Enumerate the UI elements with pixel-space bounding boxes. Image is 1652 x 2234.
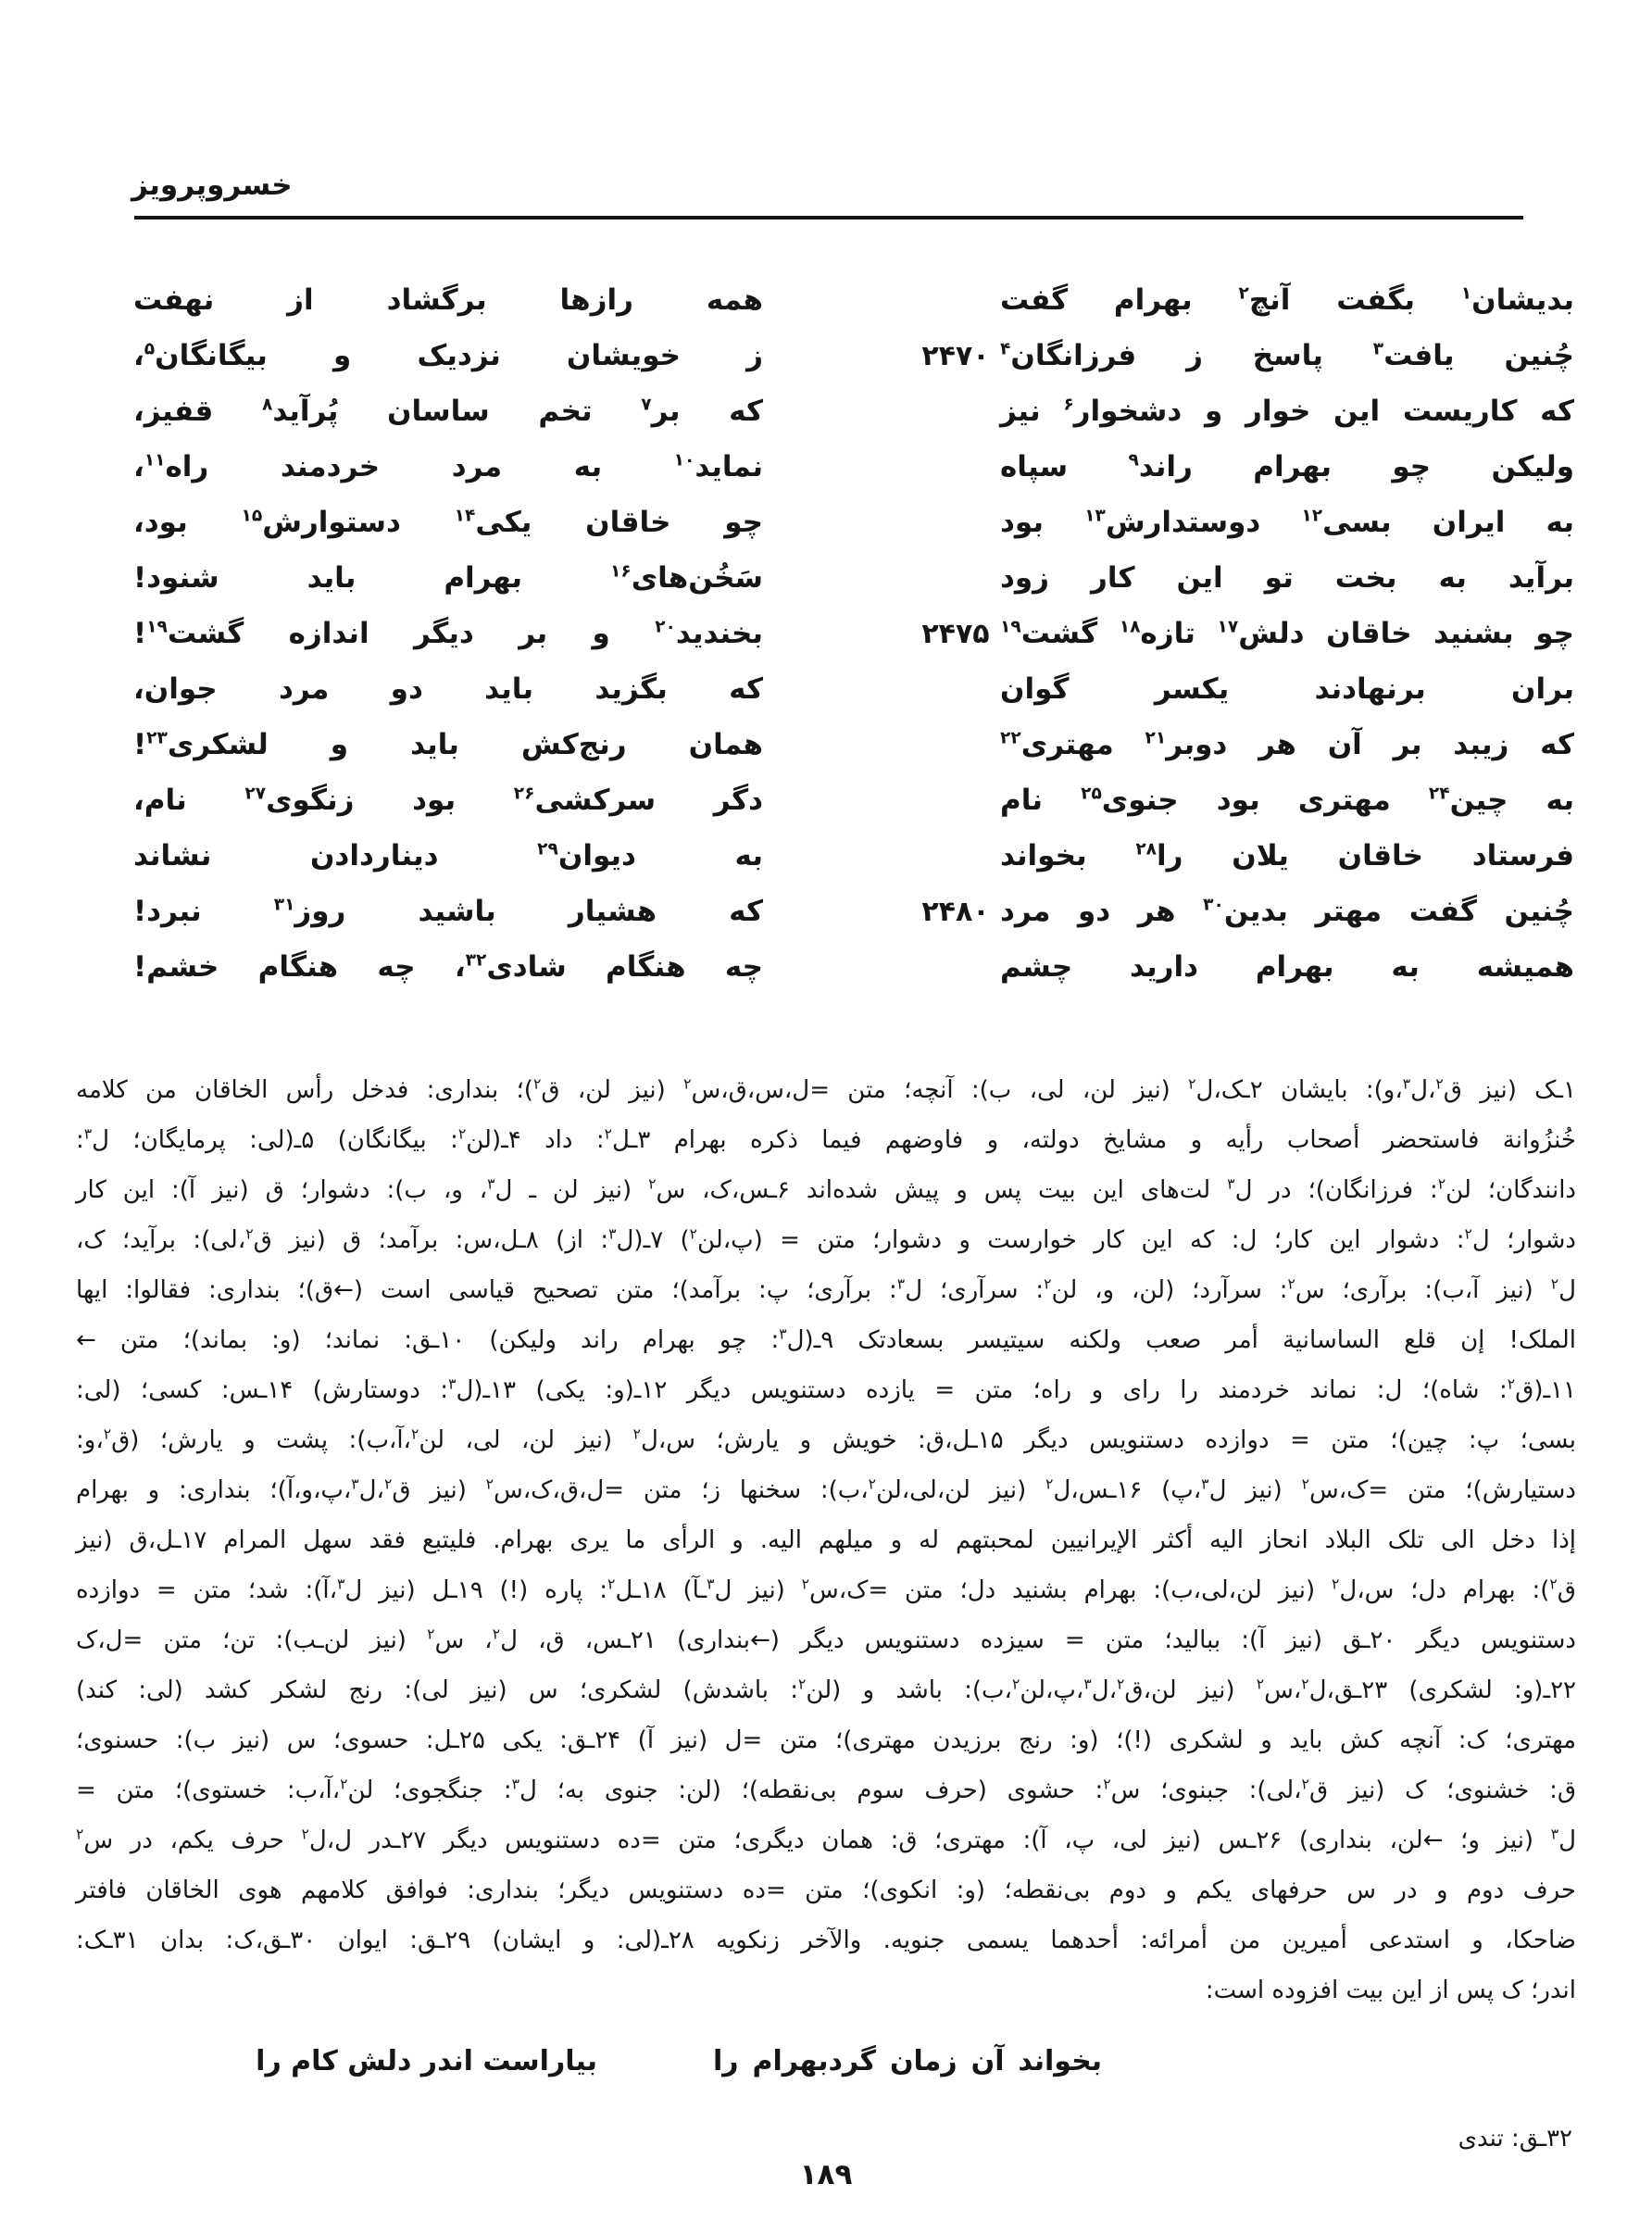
page-number: ۱۸۹ bbox=[799, 2158, 853, 2191]
apparatus-line: ۲۲ـ(و: لشکری) ۲۳ـق،ل$^۲$،س$^۲$ (نیز لن،ق$^۲$،ل$^۳$،پ،لن$^۲$،ب): باشد و (لن$^۲$: باشدش) لشکری؛ س (نیز لی): رنج لشکر کشد (لی: کند) bbox=[76, 1676, 1577, 1704]
hemistich-second: که بگزید باید دو مرد جوان، bbox=[133, 672, 763, 706]
hemistich-first: چو بشنید خاقان دلش$^{۱۷}$ تازه$^{۱۸}$ گشت$^{۱۹}$ bbox=[1000, 617, 1574, 650]
apparatus-final-note: ۳۲ـق: تندی bbox=[1458, 2125, 1572, 2152]
apparatus-line: اندر؛ ک پس از این بیت افزوده است: bbox=[1205, 1977, 1576, 2004]
hemistich-first: که زیبد بر آن هر دوبر$^{۲۱}$ مهتری$^{۲۲}$ bbox=[1000, 728, 1574, 761]
header-rule bbox=[134, 216, 1523, 220]
apparatus-line: دشوار؛ ل$^۲$: دشوار این کار؛ ل: که این کار خوارست و دشوار؛ متن = (پ،لن$^۲$) ۷ـ(ل$^۳$: از) ۸ـل،س: برآمد؛ ق (نیز ق$^۲$،لی): برآید؛ ک، bbox=[76, 1225, 1576, 1254]
hemistich-first: به ایران بسی$^{۱۲}$ دوستدارش$^{۱۳}$ بود bbox=[1000, 506, 1574, 539]
running-header-title: خسروپرویز bbox=[131, 169, 293, 202]
poem-verse-row bbox=[133, 383, 1574, 439]
poem-verse-row bbox=[133, 828, 1574, 884]
hemistich-first: همیشه به بهرام دارید چشم bbox=[1000, 950, 1574, 984]
verse-number: ۲۴۸۰ bbox=[921, 895, 990, 928]
apparatus-line: دستنویس دیگر ۲۰ـق (نیز آ): ببالید؛ متن = سیزده دستنویس دیگر (←بنداری) ۲۱ـس، ق، ل$^۲$، س$^۲$ (نیز لن‌ـب): تن؛ متن =ل،ک bbox=[76, 1625, 1576, 1654]
hemistich-second: همه رازها برگشاد از نهفت bbox=[133, 283, 763, 317]
poem-verse-row bbox=[133, 439, 1574, 495]
poem-verse-row bbox=[133, 606, 1574, 661]
hemistich-second: چو خاقان یکی$^{۱۴}$ دستوارش$^{۱۵}$ بود، bbox=[133, 506, 763, 539]
apparatus-line: الملک! إن قلع الساسانیة أمر صعب ولکنه سیتیسر بسعادتک ۹ـ(ل$^۳$: چو بهرام راند ولیکن) ۱۰ـق: نماند؛ (و: بماند)؛ متن ← bbox=[76, 1325, 1577, 1354]
poem-section bbox=[133, 272, 1574, 995]
hemistich-second: ز خویشان نزدیک و بیگانگان$^۵$، bbox=[133, 339, 763, 372]
hemistich-second: که هشیار باشید روز$^{۳۱}$ نبرد! bbox=[133, 895, 763, 928]
apparatus-line: بسی؛ پ: چین)؛ متن = دوازده دستنویس دیگر ۱۵ـل،ق: خویش و یارش؛ س،ل$^۲$ (نیز لن، لی، لن$^۲$،آ،ب): پشت و یارش؛ (ق$^۲$،و: bbox=[76, 1425, 1576, 1454]
apparatus-line: ۱۱ـ(ق$^۲$: شاه)؛ ل: نماند خردمند را رای و راه؛ متن = یازده دستنویس دیگر ۱۲ـ(و: یکی) ۱۳ـ(ل$^۳$: دوستارش) ۱۴ـس: کسی؛ (لی: bbox=[76, 1375, 1577, 1404]
hemistich-first: چُنین یافت$^۳$ پاسخ ز فرزانگان$^۴$ bbox=[1000, 339, 1574, 372]
hemistich-first: چُنین گفت مهتر بدین$^{۳۰}$ هر دو مرد bbox=[1000, 895, 1574, 928]
apparatus-line: ق: خشنوی؛ ک (نیز ق$^۲$،لی): جبنوی؛ س$^۲$: حشوی (حرف سوم بی‌نقطه)؛ (لن: جنوی به؛ ل$^۳$: جنگجوی؛ لن$^۲$،آ،ب: خستوی)؛ متن = bbox=[76, 1776, 1577, 1804]
apparatus-line: دستیارش)؛ متن =ک،س$^۲$ (نیز ل$^۳$،پ) ۱۶ـس،ل$^۲$ (نیز لن،لی،لن$^۲$،ب): سخنها ز؛ متن =ل،ق،ک،س$^۲$ (نیز ق$^۲$،ل$^۳$،پ،و،آ)؛ بنداری: و بهرام bbox=[76, 1475, 1576, 1504]
poem-verse-row bbox=[133, 661, 1574, 717]
critical-apparatus bbox=[76, 1065, 1576, 2015]
hemistich-second: بخندید$^{۲۰}$ و بر دیگر اندازه گشت$^{۱۹}$! bbox=[133, 617, 763, 650]
apparatus-line: مهتری؛ ک: آنچه کش باید و لشکری (!)؛ (و: رنج برزیدن مهتری)؛ متن =ل (نیز آ) ۲۴ـق: یکی ۲۵ـل: حسوی؛ س (نیز ب): حسنوی؛ bbox=[76, 1726, 1576, 1754]
apparatus-line: ل$^۲$ (نیز آ،ب): برآری؛ س$^۲$: سرآرد؛ (لن، و، لن$^۲$: سرآری؛ ل$^۳$: برآری؛ پ: برآمد)؛ متن تصحیح قیاسی است (←ق)؛ بنداری: فقالوا: ایها bbox=[76, 1275, 1576, 1304]
hemistich-first: فرستاد خاقان یلان را$^{۲۸}$ بخواند bbox=[1000, 839, 1574, 872]
apparatus-line: ضاحکا، و استدعی أمیرین من أمرائه: أحدهما یسمی جنویه. والآخر زنکویه ۲۸ـ(لی: و ایشان) ۲۹ـق: ایوان ۳۰ـق،ک: بدان ۳۱ـک: bbox=[76, 1927, 1576, 1954]
hemistich-first: بدیشان$^۱$ بگفت آنچ$^۲$ بهرام گفت bbox=[1000, 283, 1574, 317]
added-verse-row bbox=[256, 2045, 1102, 2077]
apparatus-line: دانندگان؛ لن$^۲$: فرزانگان)؛ در ل$^۳$ لت‌های این بیت پس و پیش شده‌اند ۶ـس،ک، س$^۲$ (نیز لن ـ ل$^۳$، و، ب): دشوار؛ ق (نیز آ): این کار bbox=[76, 1175, 1577, 1204]
hemistich-first: ولیکن چو بهرام راند$^۹$ سپاه bbox=[1000, 450, 1574, 483]
hemistich-first: برآید به بخت تو این کار زود bbox=[1000, 561, 1574, 595]
hemistich-second: به دیوان$^{۲۹}$ دیناردادن نشاند bbox=[133, 839, 763, 872]
poem-verse-row bbox=[133, 550, 1574, 606]
hemistich-second: همان رنج‌کش باید و لشکری$^{۲۳}$! bbox=[133, 728, 763, 761]
hemistich-second: نماید$^{۱۰}$ به مرد خردمند راه$^{۱۱}$، bbox=[133, 450, 763, 483]
hemistich-second: که بر$^۷$ تخم ساسان پُرآید$^۸$ قفیز، bbox=[133, 395, 763, 428]
hemistich-second: دگر سرکشی$^{۲۶}$ بود زنگوی$^{۲۷}$ نام، bbox=[133, 784, 764, 817]
poem-verse-row bbox=[133, 495, 1574, 550]
apparatus-line: ق$^۲$): بهرام دل؛ س،ل$^۲$ (نیز لن،لی،ب): بهرام بشنید دل؛ متن =ک،س$^۲$ (نیز ل$^۳$ـآ) ۱۸ـل$^۲$: پاره (!) ۱۹ـل (نیز ل$^۳$،آ): شد؛ متن = دوازده bbox=[76, 1575, 1576, 1604]
verse-number: ۲۴۷۰ bbox=[921, 339, 990, 372]
apparatus-line: ۱ـک (نیز ق$^۲$،ل$^۳$،و): بایشان ۲ـک،ل$^۲$ (نیز لن، لی، ب): آنچه؛ متن =ل،س،ق،س$^۲$ (نیز لن، ق$^۲$)؛ بنداری: فدخل رأس الخاقان من کلامه bbox=[76, 1075, 1576, 1104]
apparatus-line: ل$^۳$ (نیز و؛ ←لن، بنداری) ۲۶ـس (نیز لی، پ، آ): مهتری؛ ق: همان دیگری؛ متن =ده دستنویس دیگر ۲۷ـدر ل،ل$^۲$ حرف یکم، در س$^۲$ bbox=[76, 1826, 1576, 1854]
hemistich-first: که کاریست این خوار و دشخوار$^۶$ نیز bbox=[1000, 395, 1574, 428]
poem-verse-row bbox=[133, 328, 1574, 383]
hemistich-second: سَخُن‌های$^{۱۶}$ بهرام باید شنود! bbox=[133, 561, 763, 595]
added-verse-first: بخواند آن زمان گردبهرام را bbox=[713, 2045, 1102, 2077]
apparatus-line: إذا دخل الی تلک البلاد انحاز الیه أکثر الإیرانیین لمحبتهم له و میلهم الیه. و الرأی ما یری بهرام. فلیتبع فقد سهل المرام ۱۷ـل،ق (نیز bbox=[76, 1526, 1576, 1554]
added-verse-second: بیاراست اندر دلش کام را bbox=[256, 2045, 597, 2077]
poem-verse-row bbox=[133, 772, 1574, 828]
poem-verse-row bbox=[133, 272, 1574, 328]
hemistich-first: بران برنهادند یکسر گوان bbox=[1000, 672, 1574, 706]
verse-number: ۲۴۷۵ bbox=[921, 617, 990, 650]
hemistich-second: چه هنگام شادی$^{۳۲}$، چه هنگام خشم! bbox=[133, 950, 763, 984]
hemistich-first: به چین$^{۲۴}$ مهتری بود جنوی$^{۲۵}$ نام bbox=[1000, 784, 1574, 817]
apparatus-line: خُنزُوانة فاستحضر أصحاب رأیه و مشایخ دولته، و فاوضهم فیما ذکره بهرام ۳ـل$^۲$: داد ۴ـ(لن$^۲$: بیگانگان) ۵ـ(لی: پرمایگان؛ ل$^۳$: bbox=[76, 1125, 1576, 1154]
apparatus-line: حرف دوم و در س حرفهای یکم و دوم بی‌نقطه؛ (و: انکوی)؛ متن =ده دستنویس دیگر؛ بنداری: فوافق کلامهم هوی الخاقان فافتر bbox=[76, 1876, 1576, 1904]
poem-verse-row bbox=[133, 884, 1574, 939]
poem-verse-row bbox=[133, 939, 1574, 995]
poem-verse-row bbox=[133, 717, 1574, 772]
